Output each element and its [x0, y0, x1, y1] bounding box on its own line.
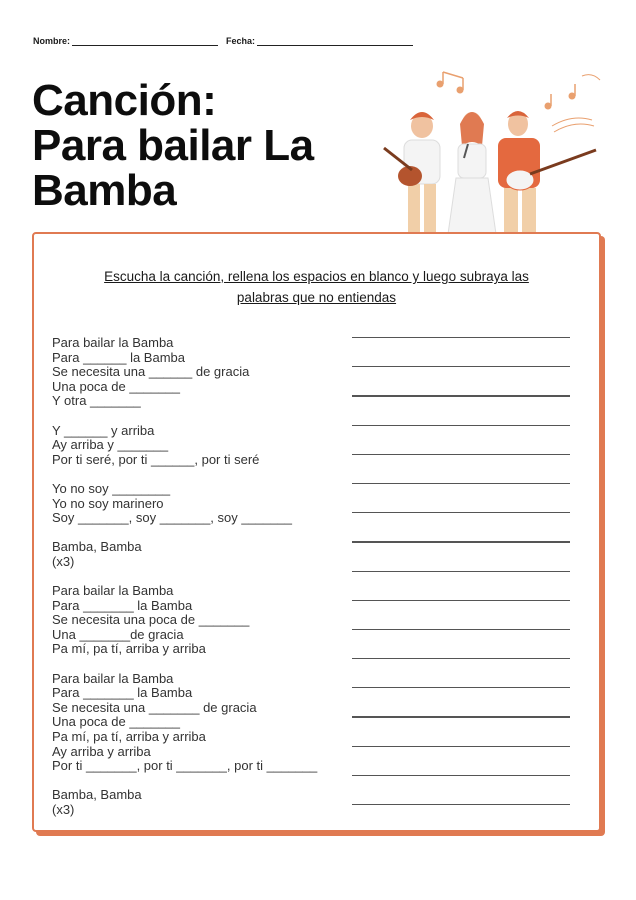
lyrics-stanza — [52, 424, 352, 468]
answer-line[interactable] — [352, 483, 570, 484]
answer-line[interactable] — [352, 454, 570, 455]
lyrics-stanza — [52, 336, 352, 409]
lyrics-line: Pa mí, pa tí, arriba y arriba — [52, 729, 206, 745]
lyrics-line: Para bailar la Bamba — [52, 583, 174, 599]
lyrics-line: Se necesita una poca de _______ — [52, 612, 250, 628]
instructions-line-1: Escucha la canción, rellena los espacios en blanco y luego subraya las — [104, 269, 529, 284]
student-info-header — [33, 33, 413, 46]
name-line — [72, 33, 218, 46]
answer-line[interactable] — [352, 804, 570, 805]
answer-line[interactable] — [352, 366, 570, 367]
lyrics-line: Yo no soy ________ — [52, 480, 171, 496]
lyrics-line: (x3) — [52, 802, 75, 817]
lyrics-line: Se necesita una _______ de gracia — [52, 699, 257, 715]
answer-line[interactable] — [352, 658, 570, 659]
lyrics-line: Y otra _______ — [52, 393, 141, 409]
lyrics-line: Por ti seré, por ti ______, por ti seré — [52, 451, 260, 467]
title-line-2: Para bailar La — [32, 121, 314, 170]
answer-line[interactable] — [352, 629, 570, 630]
lyrics-line: Para bailar la Bamba — [52, 335, 174, 350]
answer-line[interactable] — [352, 600, 570, 601]
date-field[interactable] — [226, 33, 413, 46]
lyrics-stanza — [52, 672, 352, 774]
singer-icon — [448, 112, 496, 234]
band-illustration — [372, 66, 612, 236]
lyrics-line: Una poca de _______ — [52, 714, 180, 730]
lyrics-line: Por ti _______, por ti _______, por ti _______ — [52, 758, 318, 774]
lyrics-line: Bamba, Bamba — [52, 787, 142, 803]
instructions — [74, 266, 559, 308]
instructions-line-2: palabras que no entiendas — [236, 290, 397, 305]
lyrics-line: Se necesita una ______ de gracia — [52, 364, 250, 380]
answer-line[interactable] — [352, 571, 570, 572]
answer-line[interactable] — [352, 775, 570, 776]
name-field[interactable] — [33, 33, 218, 46]
lyrics-stanza — [52, 584, 352, 657]
lyrics-line: Para _______ la Bamba — [52, 685, 193, 701]
answer-line[interactable] — [352, 337, 570, 338]
lyrics-line: Pa mí, pa tí, arriba y arriba — [52, 641, 206, 657]
worksheet-card — [32, 232, 601, 832]
page-title — [32, 78, 314, 213]
title-line-1: Canción: — [32, 76, 217, 125]
lyrics-stanza — [52, 540, 352, 569]
lyrics-stanza — [52, 482, 352, 526]
answer-line[interactable] — [352, 716, 570, 717]
lyrics-line: Y ______ y arriba — [52, 422, 155, 438]
answer-line[interactable] — [352, 541, 570, 542]
answer-line[interactable] — [352, 512, 570, 513]
date-label: Fecha: — [226, 36, 256, 46]
lyrics-line: Para bailar la Bamba — [52, 670, 174, 686]
guitarist-left-icon — [384, 112, 440, 234]
lyrics-line: Ay arriba y _______ — [52, 437, 169, 453]
lyrics-line: Para ______ la Bamba — [52, 349, 185, 365]
lyrics-line: Bamba, Bamba — [52, 539, 142, 555]
date-line — [257, 33, 413, 46]
title-line-3: Bamba — [32, 166, 177, 215]
lyrics-block — [52, 336, 352, 832]
answer-line[interactable] — [352, 687, 570, 688]
lyrics-stanza — [52, 788, 352, 817]
guitarist-right-icon — [498, 111, 596, 234]
name-label: Nombre: — [33, 36, 71, 46]
lyrics-line: Soy _______, soy _______, soy _______ — [52, 510, 292, 526]
answer-line[interactable] — [352, 425, 570, 426]
lyrics-line: Yo no soy marinero — [52, 495, 164, 511]
lyrics-line: (x3) — [52, 553, 75, 569]
lyrics-line: Una _______de gracia — [52, 626, 184, 642]
lyrics-line: Para _______ la Bamba — [52, 597, 193, 613]
answer-line[interactable] — [352, 395, 570, 396]
lyrics-line: Ay arriba y arriba — [52, 743, 151, 759]
lyrics-line: Una poca de _______ — [52, 378, 180, 394]
answer-line[interactable] — [352, 746, 570, 747]
answer-lines — [352, 337, 570, 833]
